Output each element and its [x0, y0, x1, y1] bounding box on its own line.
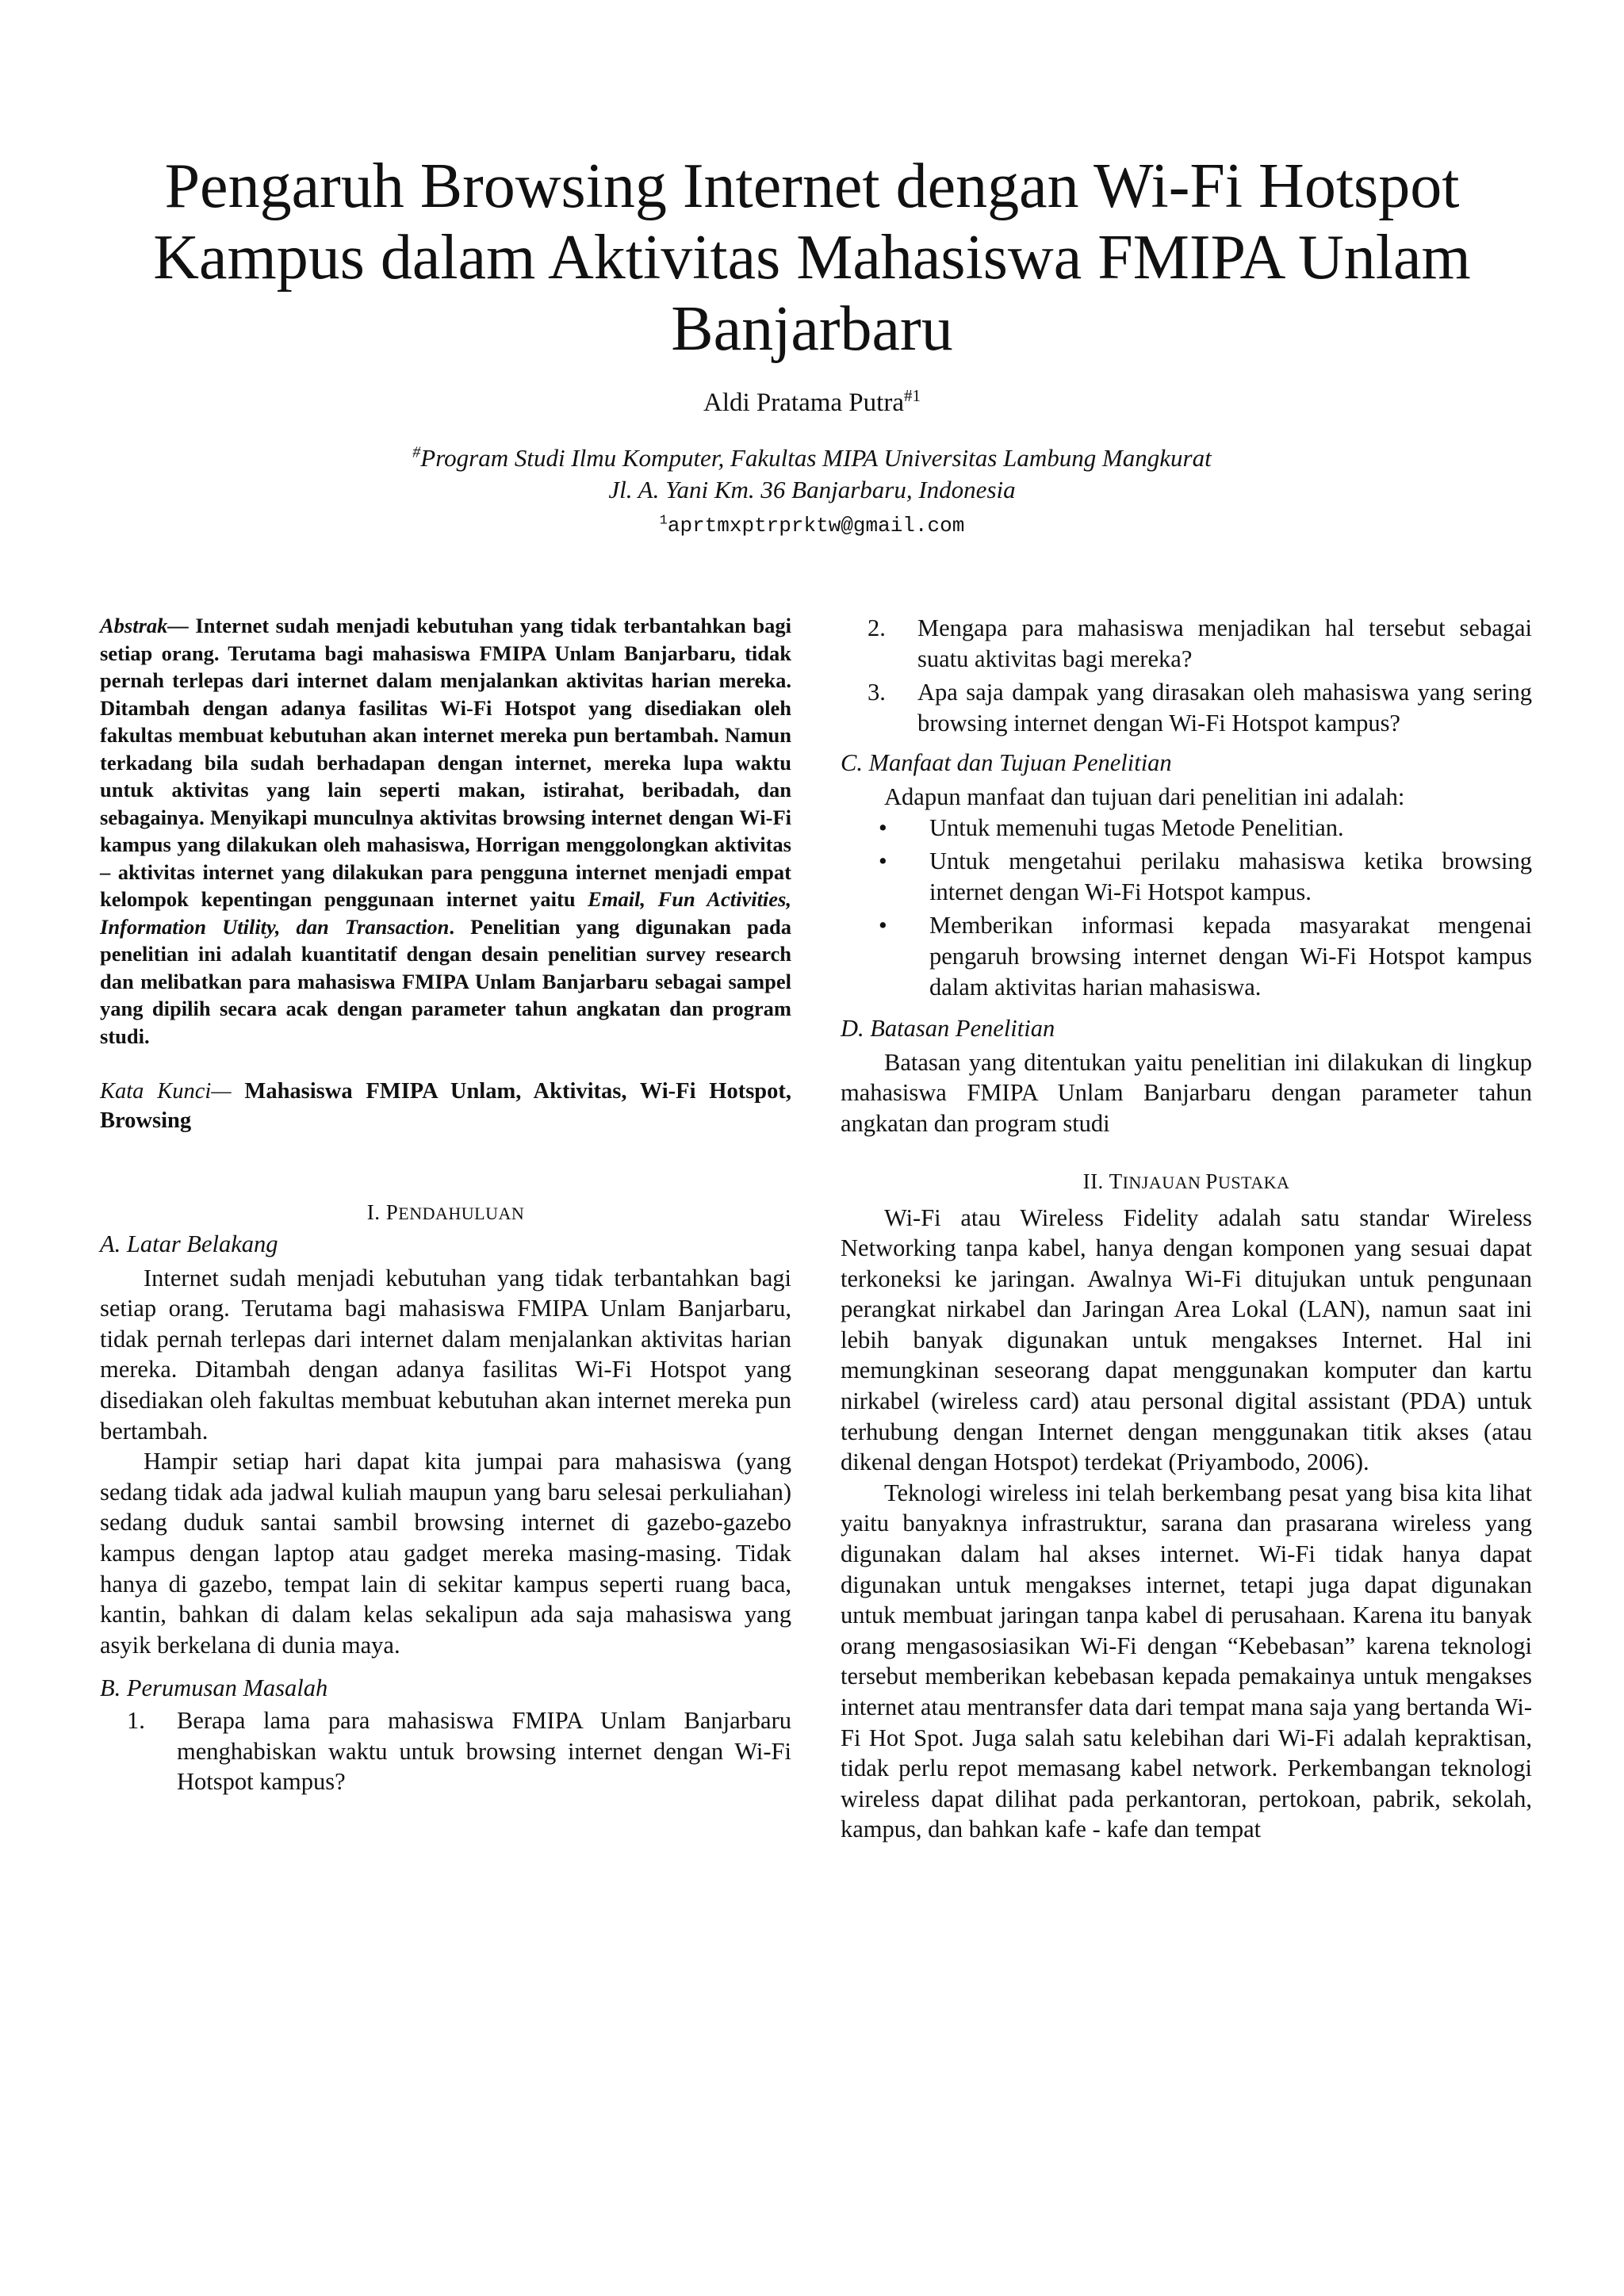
- author-name: Aldi Pratama Putra: [703, 388, 904, 417]
- author-email: [0, 511, 1624, 540]
- list-item: • Memberikan informasi kepada masyarakat mengenai pengaruh browsing internet dengan Wi-Fi Hotspot kampus dalam aktivitas harian mahasiswa.: [879, 912, 1532, 1001]
- bullet-icon: •: [879, 912, 887, 939]
- left-column: [100, 612, 791, 1797]
- paragraph-latar-belakang-1: Internet sudah menjadi kebutuhan yang tidak terbantahkan bagi setiap orang. Terutama bagi mahasiswa FMIPA Unlam Banjarbaru, tidak pernah terlepas dari internet dalam menjalankan aktivitas harian mereka. Ditambah dengan adanya fasilitas Wi-Fi Hotspot yang disediakan oleh fakultas membuat kebutuhan akan internet mereka pun bertambah.: [100, 1264, 791, 1445]
- email-mark: 1: [659, 513, 668, 529]
- bullet-icon: •: [879, 813, 887, 841]
- subsection-latar-belakang: A. Latar Belakang: [100, 1230, 278, 1257]
- affiliation-mark: #: [412, 443, 421, 461]
- abstract-label: Abstrak—: [100, 614, 189, 637]
- affiliation-line-2: Jl. A. Yani Km. 36 Banjarbaru, Indonesia: [608, 476, 1016, 503]
- problem-list-continued: [841, 613, 1532, 738]
- subsection-perumusan-masalah: B. Perumusan Masalah: [100, 1674, 328, 1702]
- keywords-label: Kata Kunci—: [100, 1079, 232, 1104]
- author-mark: #1: [903, 386, 921, 405]
- keywords-text: Mahasiswa FMIPA Unlam, Aktivitas, Wi-Fi Hotspot, Browsing: [100, 1079, 791, 1133]
- abstract: Abstrak— Internet sudah menjadi kebutuhan yang tidak terbantahkan bagi setiap orang. Terutama bagi mahasiswa FMIPA Unlam Banjarbaru, tidak pernah terlepas dari internet dalam menjalankan aktivitas harian mereka. Ditambah dengan adanya fasilitas Wi-Fi Hotspot yang disediakan oleh fakultas membuat kebutuhan akan internet mereka pun bertambah. Namun terkadang bila sudah berhadapan dengan internet, mereka lupa waktu untuk aktivitas yang lain seperti makan, istirahat, beribadah, dan sebagainya. Menyikapi munculnya aktivitas browsing internet dengan Wi-Fi kampus yang dilakukan oleh mahasiswa, Horrigan menggolongkan aktivitas – aktivitas internet yang dilakukan para pengguna internet menjadi empat kelompok kepentingan penggunaan internet yaitu Email, Fun Activities, Information Utility, dan Transaction. Penelitian yang digunakan pada penelitian ini adalah kuantitatif dengan desain penelitian survey research dan melibatkan para mahasiswa FMIPA Unlam Banjarbaru sebagai sampel yang dipilih secara acak dengan parameter tahun angkatan dan program studi.: [100, 614, 791, 1048]
- paper-title: Pengaruh Browsing Internet dengan Wi-Fi Hotspot Kampus dalam Aktivitas Mahasiswa FMIPA Unlam Banjarbaru: [153, 151, 1471, 364]
- list-item: • Untuk mengetahui perilaku mahasiswa ketika browsing internet dengan Wi-Fi Hotspot kampus.: [879, 848, 1532, 905]
- keywords: [100, 1077, 791, 1135]
- bullet-icon: •: [879, 848, 887, 875]
- paragraph-latar-belakang-2: Hampir setiap hari dapat kita jumpai para mahasiswa (yang sedang tidak ada jadwal kuliah maupun yang baru selesai perkuliahan) sedang duduk santai sambil browsing internet di gazebo-gazebo kampus dengan laptop atau gadget mereka masing-masing. Tidak hanya di gazebo, tempat lain di sekitar kampus seperti ruang baca, kantin, bahkan di dalam kelas sekalipun ada saja mahasiswa yang asyik berkelana di dunia maya.: [100, 1448, 791, 1659]
- paragraph-manfaat: Adapun manfaat dan tujuan dari penelitian ini adalah:: [884, 783, 1405, 810]
- section-heading-pendahuluan: I. PENDAHULUAN: [366, 1200, 525, 1224]
- affiliation-line-1: #Program Studi Ilmu Komputer, Fakultas MIPA Universitas Lambung Mangkurat: [412, 443, 1212, 472]
- benefit-list: [841, 813, 1532, 1003]
- paragraph-tinjauan-2: Teknologi wireless ini telah berkembang pesat yang bisa kita lihat yaitu banyaknya infrastruktur, sarana dan prasarana wireless yang digunakan dalam hal akses internet. Wi-Fi tidak hanya dapat digunakan untuk mengakses internet, tetapi juga dapat digunakan untuk membuat jaringan tanpa kabel di perusahaan. Karena itu banyak orang mengasosiasikan Wi-Fi dengan “Kebebasan” karena teknologi tersebut memberikan kebebasan kepada pemakainya untuk mengakses internet atau mentransfer data dari tempat mana saja yang bertanda Wi-Fi Hot Spot. Juga salah satu kelebihan dari Wi-Fi adalah kepraktisan, tidak perlu repot memasang kabel network. Perkembangan teknologi wireless dapat dilihat pada perkantoran, pertokoan, pabrik, sekolah, kampus, dan bahkan kafe - kafe dan tempat: [841, 1479, 1532, 1843]
- email-address: aprtmxptrprktw@gmail.com: [667, 514, 965, 538]
- author-line: [0, 387, 1624, 419]
- abstract-italic: Email, Fun Activities, Information Utility, dan Transaction: [100, 887, 791, 939]
- list-item: • Untuk memenuhi tugas Metode Penelitian.: [841, 813, 1532, 844]
- subsection-manfaat-tujuan: C. Manfaat dan Tujuan Penelitian: [841, 749, 1172, 777]
- list-item: 3. Apa saja dampak yang dirasakan oleh mahasiswa yang sering browsing internet dengan Wi-Fi Hotspot kampus?: [868, 679, 1532, 737]
- paragraph-tinjauan-1: Wi-Fi atau Wireless Fidelity adalah satu standar Wireless Networking tanpa kabel, hanya dengan komponen yang sesuai dapat terkoneksi ke jaringan. Awalnya Wi-Fi ditujukan untuk pengunaan perangkat nirkabel dan Jaringan Area Lokal (LAN), namun saat ini lebih banyak digunakan untuk mengakses Internet. Hal ini memungkinan seseorang dapat menggunakan komputer dan kartu nirkabel (wireless card) atau personal digital assistant (PDA) untuk terhubung dengan Internet dengan menggunakan titik akses (atau dikenal dengan Hotspot) terdekat (Priyambodo, 2006).: [841, 1203, 1532, 1476]
- paragraph-batasan: Batasan yang ditentukan yaitu penelitian ini dilakukan di lingkup mahasiswa FMIPA Unlam Banjarbaru dengan parameter tahun angkatan dan program studi: [841, 1048, 1532, 1137]
- section-heading-tinjauan-pustaka: II. TINJAUAN PUSTAKA: [1082, 1169, 1290, 1193]
- list-item: 1. Berapa lama para mahasiswa FMIPA Unlam Banjarbaru menghabiskan waktu untuk browsing internet dengan Wi-Fi Hotspot kampus?: [127, 1706, 791, 1796]
- problem-list: [100, 1705, 791, 1797]
- affiliation: [0, 442, 1624, 506]
- list-item: 2. Mengapa para mahasiswa menjadikan hal tersebut sebagai suatu aktivitas bagi mereka?: [868, 614, 1532, 672]
- subsection-batasan: D. Batasan Penelitian: [841, 1015, 1055, 1043]
- right-column: [841, 613, 1532, 1845]
